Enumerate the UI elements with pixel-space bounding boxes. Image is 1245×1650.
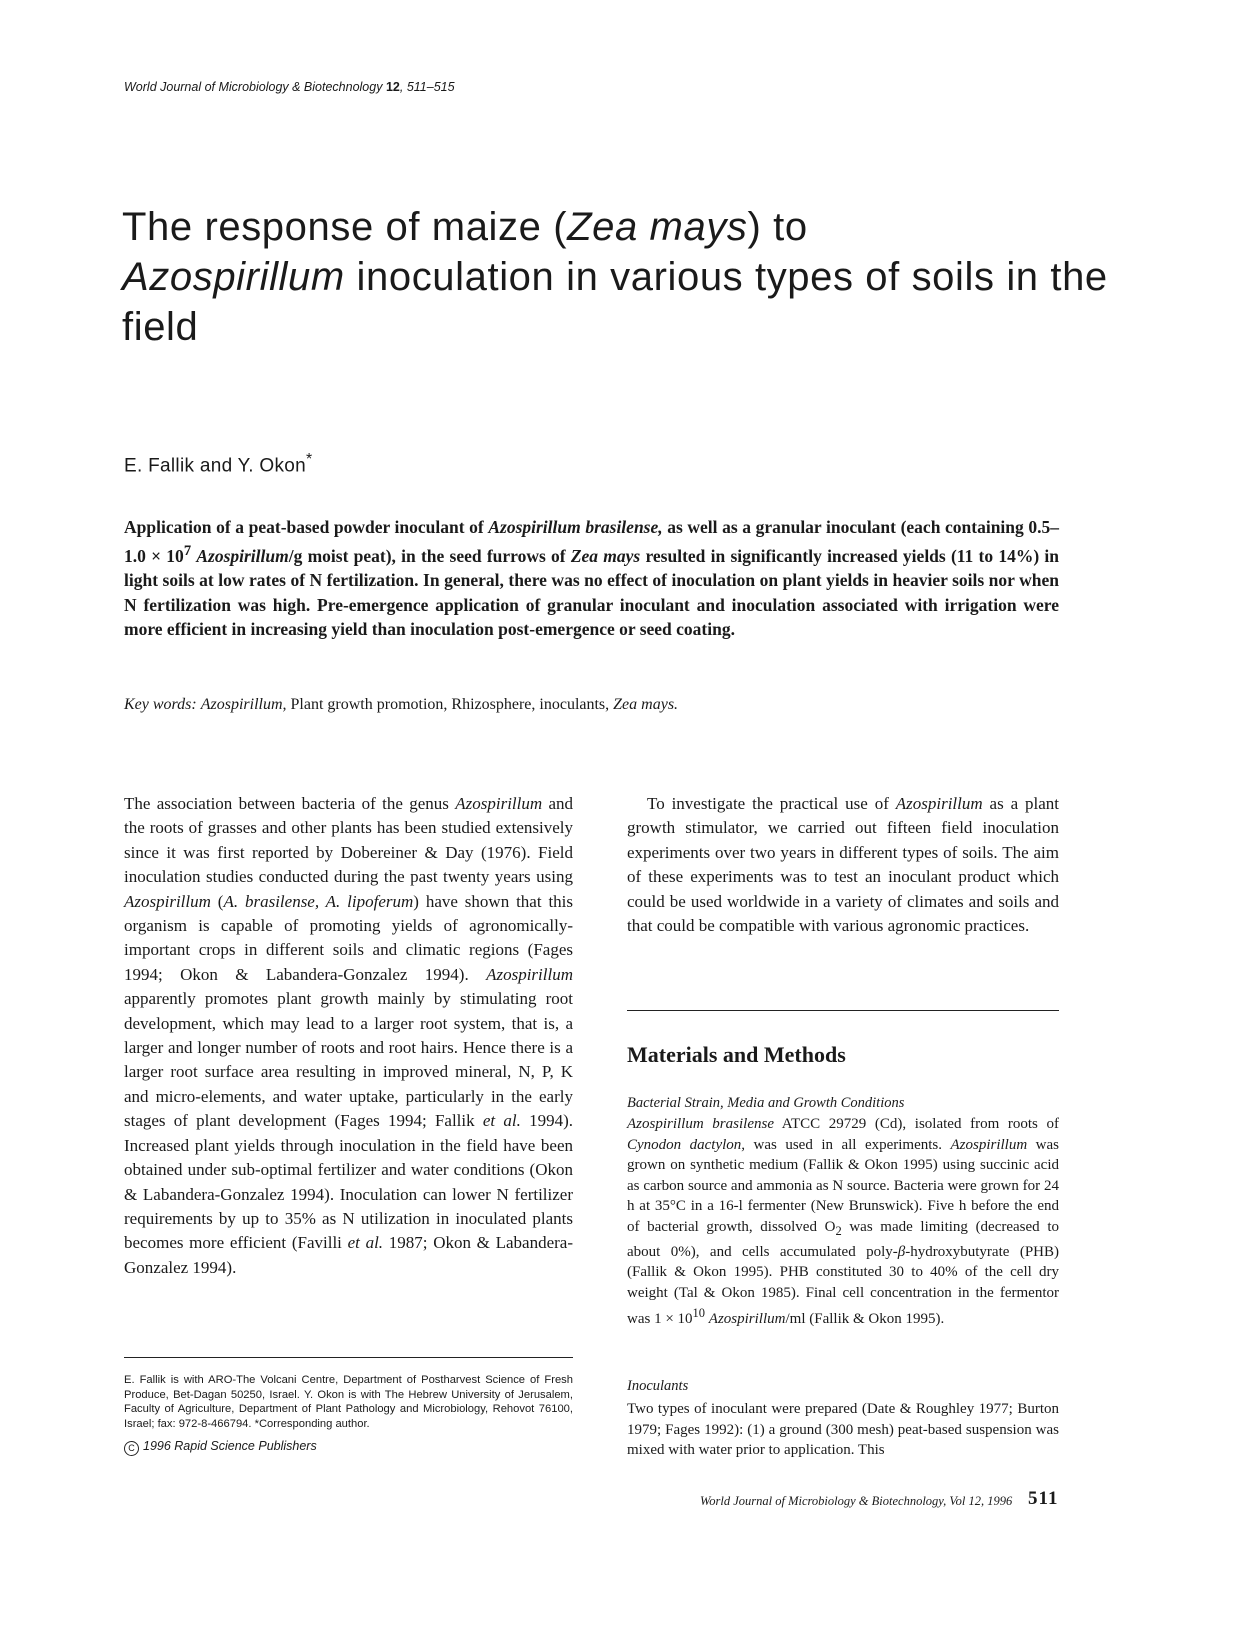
author-list: E. Fallik and Y. Okon*	[124, 451, 313, 477]
volume-number: 12	[385, 80, 400, 94]
section-heading: Materials and Methods	[627, 1042, 846, 1067]
copyright-notice: C 1996 Rapid Science Publishers	[124, 1439, 317, 1456]
subsection-body: Azospirillum brasilense ATCC 29729 (Cd), isolated from roots of Cynodon dactylon, was used in all experiments. Azospirillum was grown on synthetic medium (Fallik & Okon 1995) using succinic acid as carbon source and ammonia as N source. Bacteria were grown for 24 h at 35°C in a 16-l fermenter (New Brunswick). Five h before the end of bacterial growth, dissolved $O_2$ was made limiting (decreased to about 0%), and cells accumulated poly-β-hydroxybutyrate (PHB) (Fallik & Okon 1995). PHB constituted 30 to 40% of the cell dry weight (Tal & Okon 1985). Final cell concentration in the fermentor was $1 \times 10^{10}$ Azospirillum/ml (Fallik & Okon 1995).	[627, 1116, 1059, 1328]
introduction-left-column: The association between bacteria of the genus Azospirillum and the roots of grasses and other plants has been studied extensively since it was first reported by Dobereiner & Day (1976). Field inoculation studies conducted during the past twenty years using Azospirillum (A. brasilense, A. lipoferum) have shown that this organism is capable of promoting yields of agronomically-important crops in different soils and climatic regions (Fages 1994; Okon & Labandera-Gonzalez 1994). Azospirillum apparently promotes plant growth mainly by stimulating root development, which may lead to a larger root system, that is, a larger and longer number of roots and root hairs. Hence there is a larger root surface area resulting in improved mineral, N, P, K and micro-elements, and water uptake, particularly in the early stages of plant development (Fages 1994; Fallik et al. 1994). Increased plant yields through inoculation in the field have been obtained under sub-optimal fertilizer and water conditions (Okon & Labandera-Gonzalez 1994). Inoculation can lower N fertilizer requirements by up to 35% as N utilization in inoculated plants becomes more efficient (Favilli et al. 1987; Okon & Labandera-Gonzalez 1994).	[124, 794, 574, 1277]
section-divider	[627, 1010, 1059, 1011]
subsection-title: Inoculants	[627, 1378, 689, 1394]
running-head: World Journal of Microbiology & Biotechnology 12, 511–515	[124, 80, 455, 94]
article-title: The response of maize (Zea mays) to Azospirillum inoculation in various types of soils in the field	[122, 205, 1108, 349]
copyright-icon: C	[124, 1441, 139, 1456]
footer-journal: World Journal of Microbiology & Biotechnology, Vol 12, 1996	[700, 1494, 1013, 1508]
abstract: Application of a peat-based powder inoculant of Azospirillum brasilense, as well as a granular inoculant (each containing $0.5-1.0 \times 10^7$ Azospirillum/g moist peat), in the seed furrows of Zea mays resulted in significantly increased yields (11 to 14%) in light soils at low rates of N fertilization. In general, there was no effect of inoculation on plant yields in heavier soils nor when N fertilization was high. Pre-emergence application of granular inoculant and inoculation associated with irrigation were more efficient in increasing yield than inoculation post-emergence or seed coating.	[124, 517, 1059, 640]
journal-name: World Journal of Microbiology & Biotechnology	[124, 80, 383, 94]
introduction-right-column: To investigate the practical use of Azospirillum as a plant growth stimulator, we carried out fifteen field inoculation experiments over two years in different types of soils. The aim of these experiments was to test an inoculant product which could be used worldwide in a variety of climates and soils and that could be compatible with various agronomic practices.	[627, 794, 1060, 936]
page-number: 511	[1028, 1488, 1059, 1509]
subsection-body: Two types of inoculant were prepared (Date & Roughley 1977; Burton 1979; Fages 1992): (1) a ground (300 mesh) peat-based suspension was mixed with water prior to application. This	[627, 1401, 1059, 1459]
author-affiliation: E. Fallik is with ARO-The Volcani Centre, Department of Postharvest Science of Fresh Produce, Bet-Dagan 50250, Israel. Y. Okon is with The Hebrew University of Jerusalem, Faculty of Agriculture, Department of Plant Pathology and Microbiology, Rehovot 76100, Israel; fax: 972-8-466794. *Corresponding author.	[124, 1374, 573, 1430]
keywords-label: Key words:	[124, 696, 197, 713]
keywords: Key words: Azospirillum, Plant growth promotion, Rhizosphere, inoculants, Zea mays.	[124, 696, 679, 713]
corresponding-author-mark: *	[305, 451, 313, 468]
page-range: 511–515	[406, 80, 455, 94]
footnote-divider	[124, 1357, 573, 1358]
subsection-title: Bacterial Strain, Media and Growth Conditions	[627, 1095, 905, 1111]
